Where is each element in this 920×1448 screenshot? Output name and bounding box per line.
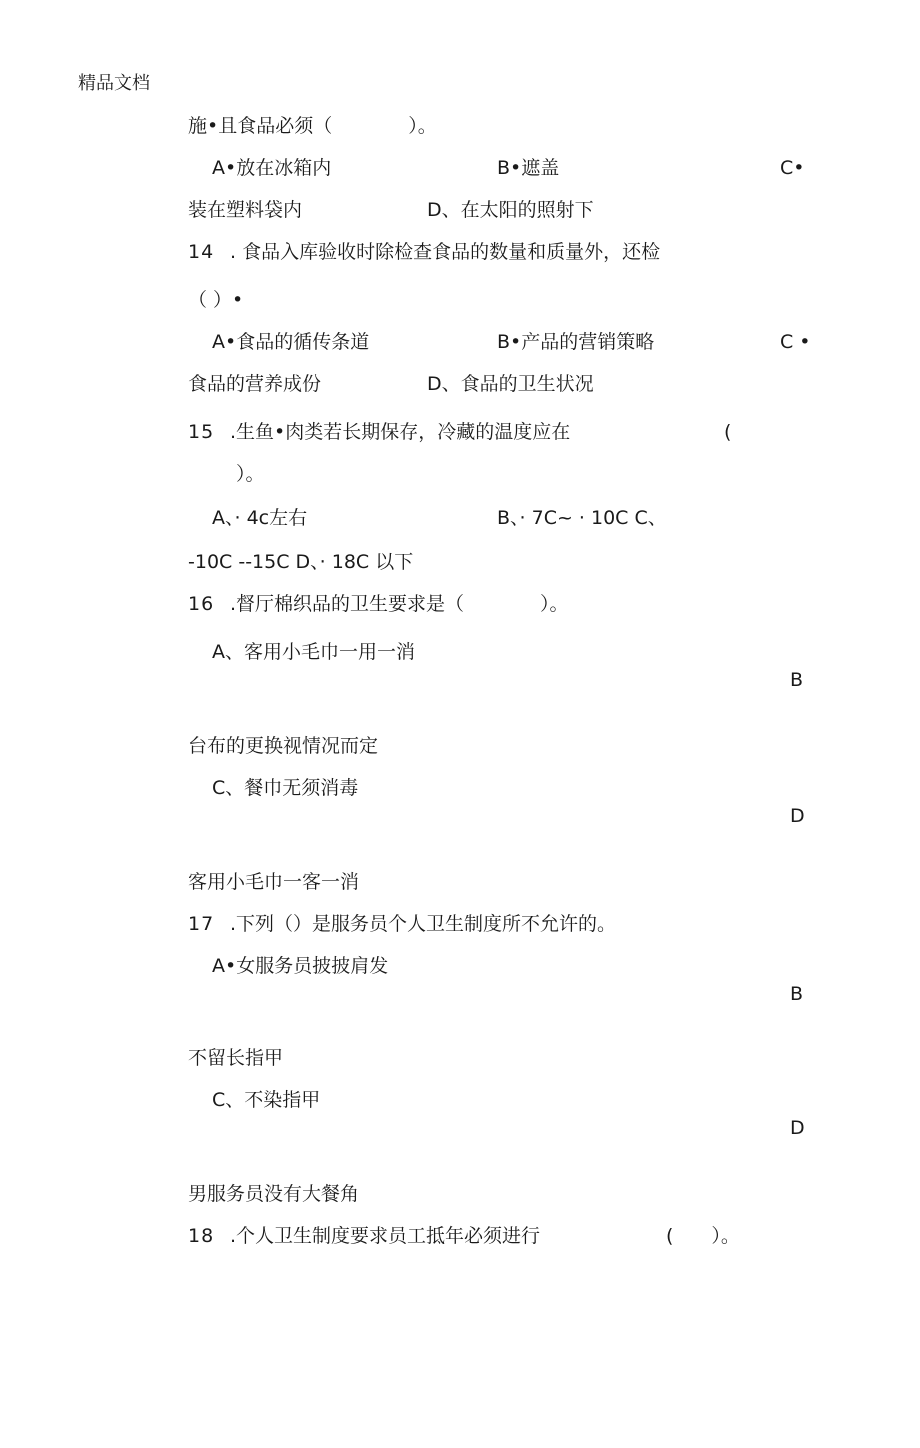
q16-option-b-text: 台布的更换视情况而定 bbox=[188, 735, 379, 757]
q16-option-a: A、客用小毛巾一用一消 bbox=[212, 641, 415, 663]
page-header: 精品文档 bbox=[78, 73, 150, 94]
q18-stem: .个人卫生制度要求员工抵年必须进行 bbox=[230, 1225, 541, 1247]
q13-stem-continued: 施•且食品必须（ ）。 bbox=[188, 115, 437, 137]
q14-option-d: D、食品的卫生状况 bbox=[427, 373, 594, 395]
q14-number: 14 bbox=[188, 241, 215, 263]
q17-stem: .下列（）是服务员个人卫生制度所不允许的。 bbox=[230, 913, 617, 935]
q14-option-c-text: 食品的营养成份 bbox=[188, 373, 322, 395]
q15-stem-end: ）。 bbox=[236, 463, 265, 485]
q14-option-b: B•产品的营销策略 bbox=[497, 331, 655, 353]
q17-option-d-label: D bbox=[790, 1117, 805, 1139]
q16-option-c: C、餐巾无须消毒 bbox=[212, 777, 359, 799]
q15-option-c-d: -10C --15C D、· 18C 以下 bbox=[188, 551, 414, 573]
q17-option-a: A•女服务员披披肩发 bbox=[212, 955, 389, 977]
q13-option-c-text: 装在塑料袋内 bbox=[188, 199, 303, 221]
q16-option-b-label: B bbox=[790, 669, 804, 691]
q17-number: 17 bbox=[188, 913, 215, 935]
q17-option-b-text: 不留长指甲 bbox=[188, 1047, 284, 1069]
q17-option-b-label: B bbox=[790, 983, 804, 1005]
q17-option-c: C、不染指甲 bbox=[212, 1089, 321, 1111]
q15-option-b: B、· 7C~ · 10C C、 bbox=[497, 507, 667, 529]
q13-option-d: D、在太阳的照射下 bbox=[427, 199, 594, 221]
q16-number: 16 bbox=[188, 593, 215, 615]
q15-number: 15 bbox=[188, 421, 215, 443]
q17-option-d-text: 男服务员没有大餐角 bbox=[188, 1183, 360, 1205]
q14-option-a: A•食品的循传条道 bbox=[212, 331, 370, 353]
q14-blank: （ ）• bbox=[188, 289, 244, 311]
q15-paren: ( bbox=[724, 421, 732, 443]
q16-option-d-label: D bbox=[790, 805, 805, 827]
q13-option-c-label: C• bbox=[780, 157, 805, 179]
q14-stem: . 食品入库验收时除检查食品的数量和质量外，还检 bbox=[230, 241, 661, 263]
q18-number: 18 bbox=[188, 1225, 215, 1247]
q14-option-c-label: C • bbox=[780, 331, 811, 353]
q15-stem: .生鱼•肉类若长期保存，冷藏的温度应在 bbox=[230, 421, 571, 443]
q13-option-b: B•遮盖 bbox=[497, 157, 560, 179]
q16-stem: .督厅棉织品的卫生要求是（ ）。 bbox=[230, 593, 569, 615]
q16-option-d-text: 客用小毛巾一客一消 bbox=[188, 871, 360, 893]
q13-option-a: A•放在冰箱内 bbox=[212, 157, 332, 179]
q15-option-a: A、· 4c左右 bbox=[212, 507, 308, 529]
q18-paren: ( ）。 bbox=[666, 1225, 740, 1247]
